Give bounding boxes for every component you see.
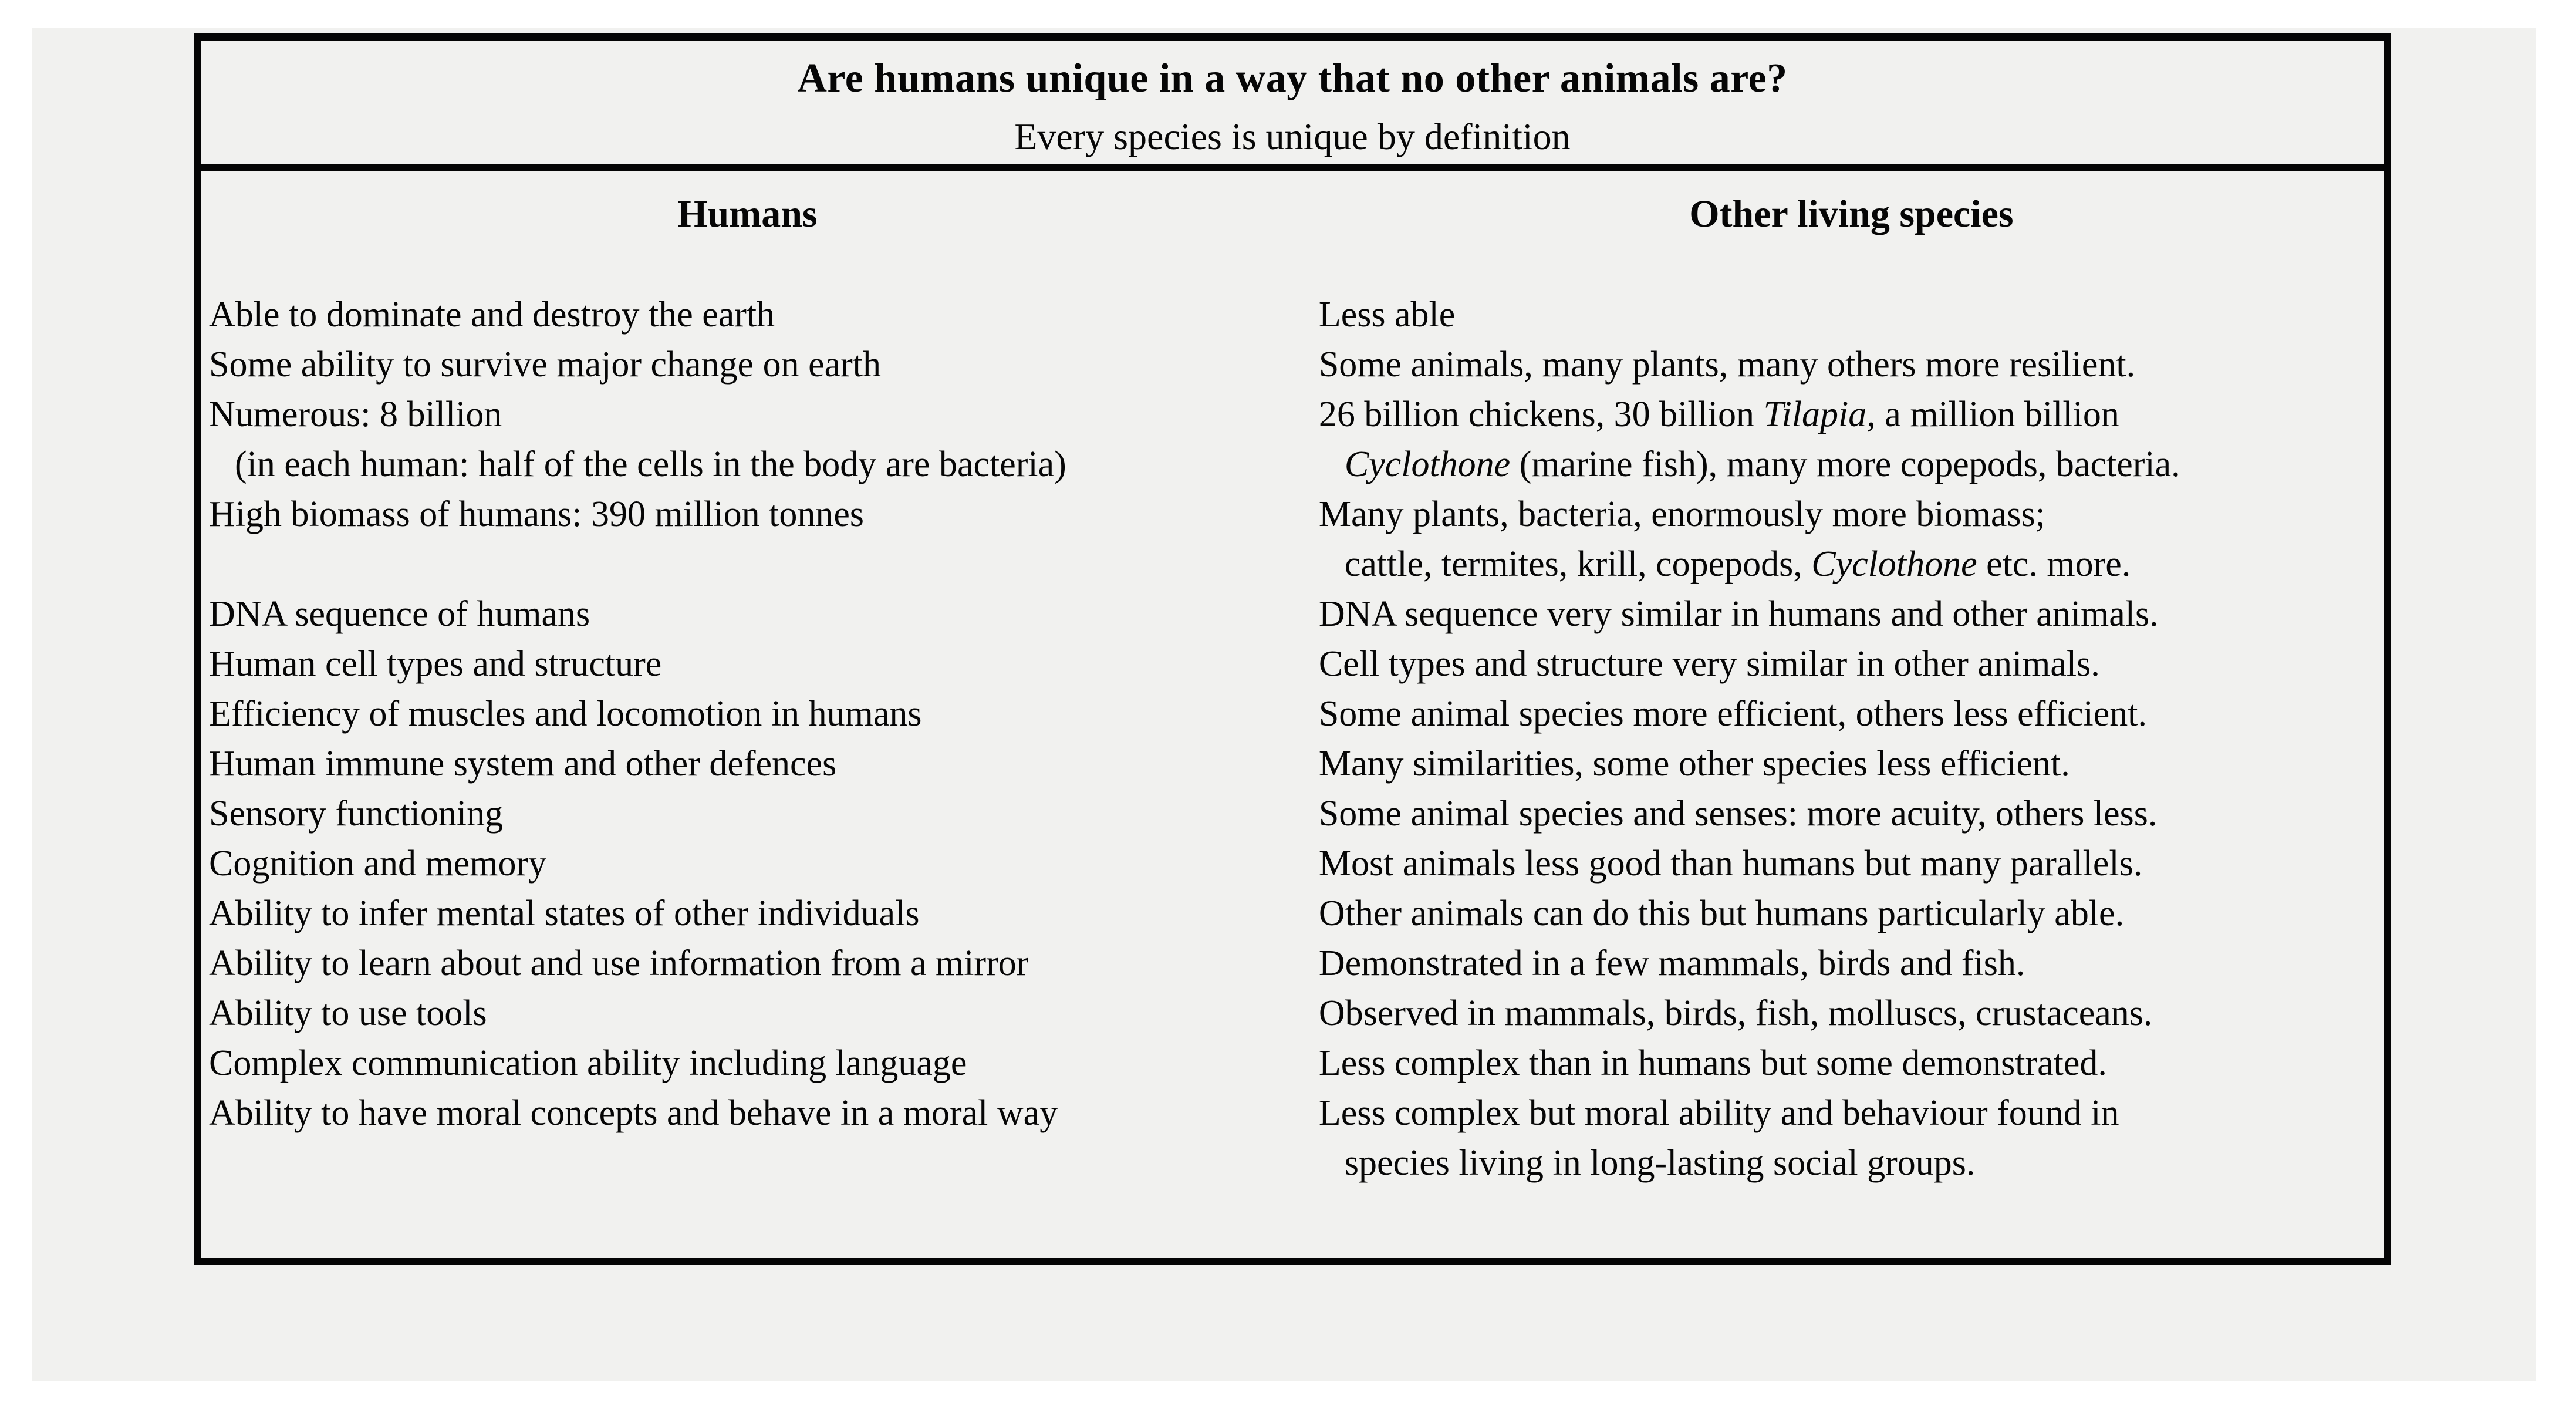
- table-row: [209, 839, 1286, 889]
- table-row: [1319, 539, 2384, 589]
- table-row: [209, 789, 1286, 839]
- table-row: [1319, 889, 2384, 939]
- row-text: Observed in mammals, birds, fish, molluscs, crustaceans.: [1318, 993, 2153, 1033]
- table-row: [209, 390, 1286, 440]
- row-text: a million billion: [1875, 394, 2119, 434]
- row-text: Demonstrated in a few mammals, birds and fish.: [1318, 943, 2025, 983]
- row-text: Complex communication ability including language: [209, 1043, 967, 1083]
- column-rows-other-species: [1319, 290, 2384, 1188]
- table-row: [1319, 1038, 2384, 1088]
- comparison-table: [194, 33, 2391, 1265]
- table-row: [209, 340, 1286, 390]
- table-row: [1319, 989, 2384, 1038]
- column-other-species: [1286, 171, 2384, 1188]
- row-text: Cell types and structure very similar in other animals.: [1318, 644, 2100, 684]
- table-row: [1319, 639, 2384, 689]
- row-text: Some ability to survive major change on earth: [209, 345, 881, 385]
- table-body: [201, 171, 2384, 1188]
- row-text: Other animals can do this but humans particularly able.: [1318, 893, 2125, 933]
- table-row: [209, 589, 1286, 639]
- row-text: Some animal species and senses: more acuity, others less.: [1318, 794, 2158, 834]
- row-text: Ability to have moral concepts and behave in a moral way: [209, 1093, 1058, 1133]
- row-text: DNA sequence very similar in humans and other animals.: [1318, 594, 2159, 634]
- table-row: [209, 889, 1286, 939]
- table-row: [1319, 1138, 2384, 1188]
- row-text: Efficiency of muscles and locomotion in humans: [209, 694, 922, 734]
- species-name-italic: Tilapia,: [1763, 394, 1876, 434]
- row-text: Less complex than in humans but some demonstrated.: [1318, 1043, 2107, 1083]
- row-text: Human immune system and other defences: [209, 744, 837, 784]
- table-row: [209, 1088, 1286, 1138]
- column-header-other-species: Other living species: [1689, 193, 2014, 235]
- table-row: [209, 290, 1286, 340]
- column-header-humans: Humans: [677, 193, 818, 235]
- row-text: (marine fish), many more copepods, bacteria.: [1510, 444, 2180, 484]
- row-text: Ability to learn about and use information from a mirror: [209, 943, 1029, 983]
- row-text: Less complex but moral ability and behaviour found in: [1318, 1093, 2119, 1133]
- table-row: [209, 739, 1286, 789]
- species-name-italic: Cyclothone: [1811, 544, 1977, 584]
- table-row: [209, 1038, 1286, 1088]
- row-text: Able to dominate and destroy the earth: [209, 295, 775, 335]
- row-text: High biomass of humans: 390 million tonnes: [209, 494, 864, 534]
- row-text: Less able: [1318, 295, 1456, 335]
- row-text: Some animal species more efficient, others less efficient.: [1318, 694, 2148, 734]
- row-text: Cognition and memory: [209, 844, 547, 884]
- row-text: Many similarities, some other species less efficient.: [1318, 744, 2070, 784]
- table-row: [209, 440, 1286, 490]
- table-subtitle: Every species is unique by definition: [1014, 116, 1571, 157]
- table-row: [209, 989, 1286, 1038]
- table-row: [1319, 939, 2384, 989]
- table-row: [209, 639, 1286, 689]
- row-text: Ability to use tools: [209, 993, 487, 1033]
- table-row: [1319, 739, 2384, 789]
- table-row: [1319, 340, 2384, 390]
- table-row: [209, 539, 1286, 589]
- table-row: [1319, 589, 2384, 639]
- table-row: [209, 490, 1286, 539]
- row-text: etc. more.: [1977, 544, 2131, 584]
- table-row: [1319, 440, 2384, 490]
- row-text: Most animals less good than humans but many parallels.: [1318, 844, 2143, 884]
- row-text: species living in long-lasting social groups.: [1344, 1143, 1976, 1183]
- row-text: 26 billion chickens, 30 billion: [1318, 394, 1764, 434]
- table-row: [1319, 390, 2384, 440]
- table-title: Are humans unique in a way that no other animals are?: [797, 56, 1788, 101]
- row-text: Some animals, many plants, many others more resilient.: [1318, 345, 2136, 385]
- table-row: [1319, 290, 2384, 340]
- row-text: DNA sequence of humans: [209, 594, 590, 634]
- column-humans: [201, 171, 1286, 1138]
- table-row: [1319, 490, 2384, 539]
- row-text: Ability to infer mental states of other individuals: [209, 893, 920, 933]
- row-text: Numerous: 8 billion: [209, 394, 502, 434]
- row-text: (in each human: half of the cells in the body are bacteria): [235, 444, 1066, 484]
- table-row: [209, 689, 1286, 739]
- table-row: [1319, 789, 2384, 839]
- row-text: cattle, termites, krill, copepods,: [1344, 544, 1812, 584]
- table-header: [201, 41, 2384, 171]
- table-row: [1319, 839, 2384, 889]
- species-name-italic: Cyclothone: [1344, 444, 1511, 484]
- row-text: Sensory functioning: [209, 794, 504, 834]
- table-row: [209, 939, 1286, 989]
- column-rows-humans: [209, 290, 1286, 1138]
- row-text: Human cell types and structure: [209, 644, 662, 684]
- table-row: [1319, 1088, 2384, 1138]
- table-row: [1319, 689, 2384, 739]
- row-text: Many plants, bacteria, enormously more biomass;: [1318, 494, 2045, 534]
